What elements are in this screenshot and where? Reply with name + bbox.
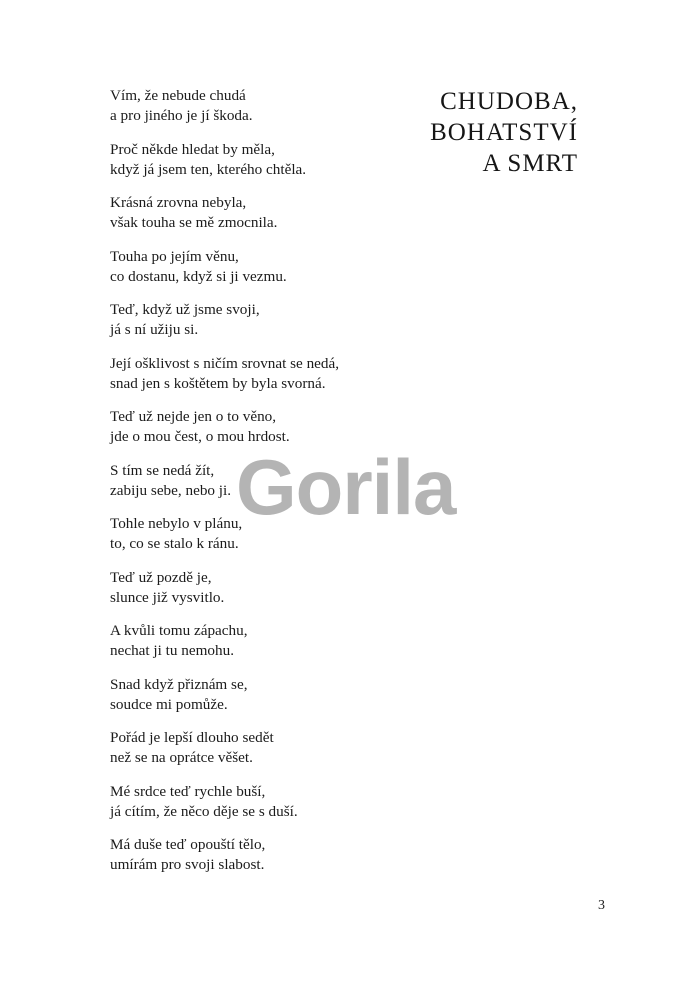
verse-line: umírám pro svoji slabost. [110, 856, 265, 873]
verse-line: to, co se stalo k ránu. [110, 535, 239, 552]
verse-line: Teď, když už jsme svoji, [110, 301, 260, 318]
verse-line: Snad když přiznám se, [110, 675, 248, 693]
stanza [110, 728, 430, 768]
verse-line: Má duše teď opouští tělo, [110, 836, 266, 853]
stanza [110, 300, 430, 340]
stanza [110, 247, 430, 287]
verse-line: co dostanu, když si ji vezmu. [110, 267, 287, 285]
verse-line: S tím se nedá žít, [110, 461, 215, 479]
verse-line: snad jen s koštětem by byla svorná. [110, 374, 326, 392]
verse-line: Pořád je lepší dlouho sedět [110, 729, 274, 746]
verse-line: A kvůli tomu zápachu, [110, 622, 248, 639]
verse-line: než se na oprátce věšet. [110, 749, 253, 766]
stanza [110, 407, 430, 447]
title-line: A SMRT [482, 150, 578, 177]
title-line: BOHATSTVÍ [430, 119, 578, 146]
stanza [110, 621, 430, 661]
stanza [110, 675, 430, 715]
page-number: 3 [598, 898, 605, 913]
verse-line: soudce mi pomůže. [110, 695, 228, 713]
verse-line: Vím, že nebude chudá [110, 87, 246, 104]
stanza [110, 835, 430, 875]
verse-line: když já jsem ten, kterého chtěla. [110, 160, 307, 178]
stanza [110, 140, 430, 180]
stanza [110, 354, 430, 394]
verse-line: jde o mou čest, o mou hrdost. [110, 428, 290, 445]
verse-line: slunce již vysvitlo. [110, 588, 225, 606]
stanza [110, 782, 430, 822]
verse-line: a pro jiného je jí škoda. [110, 107, 253, 124]
verse-line: zabiju sebe, nebo ji. [110, 481, 232, 499]
title-line: CHUDOBA, [440, 88, 578, 115]
verse-line: Mé srdce teď rychle buší, [110, 782, 266, 800]
verse-line: Touha po jejím věnu, [110, 247, 239, 265]
verse-line: Teď už nejde jen o to věno, [110, 408, 277, 425]
stanza [110, 193, 430, 233]
stanza [110, 86, 430, 126]
verse-line: Její ošklivost s ničím srovnat se nedá, [110, 354, 340, 372]
verse-line: však touha se mě zmocnila. [110, 214, 278, 231]
stanza [110, 568, 430, 608]
verse-line: Krásná zrovna nebyla, [110, 194, 247, 211]
gorila-watermark: Gorila [236, 443, 456, 531]
verse-line: já s ní užiju si. [110, 321, 199, 338]
poem-title [430, 86, 578, 179]
verse-line: Tohle nebylo v plánu, [110, 515, 243, 532]
verse-line: já cítím, že něco děje se s duší. [110, 802, 298, 820]
verse-line: Proč někde hledat by měla, [110, 140, 275, 158]
verse-line: nechat ji tu nemohu. [110, 642, 234, 659]
verse-line: Teď už pozdě je, [110, 568, 212, 586]
